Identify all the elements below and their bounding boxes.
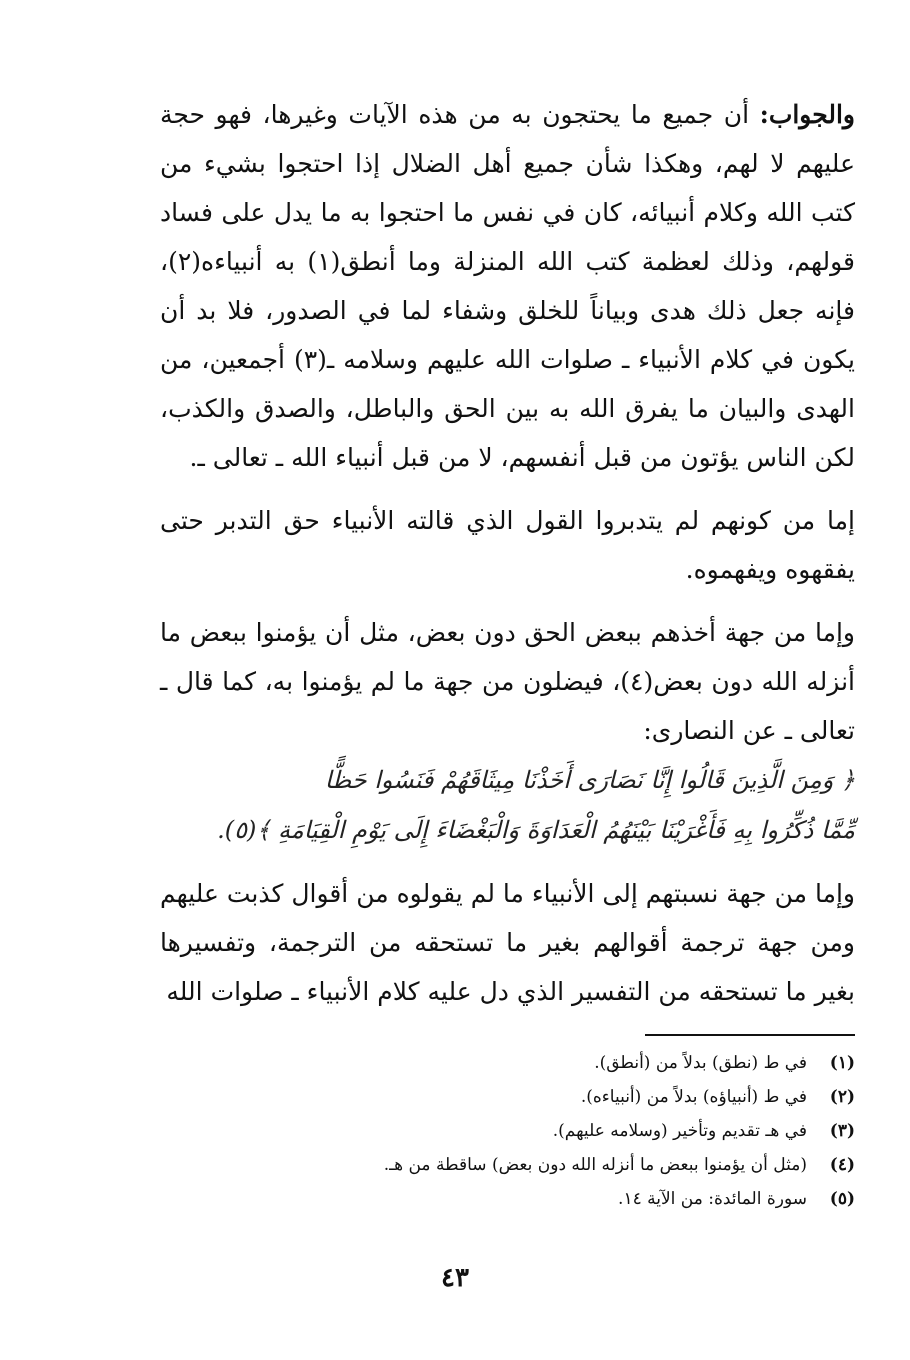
footnote-separator	[645, 1034, 855, 1036]
footnote-text: (مثل أن يؤمنوا ببعض ما أنزله الله دون بعض) ساقطة من هـ.	[383, 1155, 807, 1175]
answer-text: أن جميع ما يحتجون به من هذه الآيات وغيرها، فهو حجة عليهم لا لهم، وهكذا شأن جميع أهل الضلال إذا احتجوا بشيء من كتب الله وكلام أنبيائه، كان في نفس ما احتجوا به ما يدل على فساد قولهم، وذلك لعظمة كتب الله المنزلة وما أنطق(١) به أنبياءه(٢)، فإنه جعل ذلك هدى وبياناً للخلق وشفاء لما في الصدور، فلا بد أن يكون في كلام الأنبياء ـ صلوات الله عليهم وسلامه ـ(٣) أجمعين، من الهدى والبيان ما يفرق الله به بين الحق والباطل، والصدق والكذب، لكن الناس يؤتون من قبل أنفسهم، لا من قبل أنبياء الله ـ تعالى ـ.	[160, 100, 856, 472]
footnote-number: (١)	[829, 1053, 855, 1073]
footnote-4	[160, 1148, 855, 1182]
footnote-5	[160, 1182, 855, 1216]
footnote-number: (٣)	[829, 1121, 855, 1141]
footnote-number: (٥)	[829, 1189, 855, 1209]
quran-verse-line-2: مِّمَّا ذُكِّرُوا بِهِ فَأَغْرَيْنَا بَيْنَهُمُ الْعَدَاوَةَ وَالْبَغْضَاءَ إِلَى يَوْمِ الْقِيَامَةِ ﴾(٥).	[217, 816, 855, 844]
footnote-text: في ط (أنبياؤه) بدلاً من (أنبياءه).	[580, 1087, 807, 1107]
footnote-2	[160, 1080, 855, 1114]
footnote-3	[160, 1114, 855, 1148]
footnotes	[160, 1046, 855, 1216]
footnote-1	[160, 1046, 855, 1080]
footnote-number: (٢)	[829, 1087, 855, 1107]
footnote-number: (٤)	[829, 1155, 855, 1175]
footnote-text: في ط (نطق) بدلاً من (أنطق).	[594, 1053, 807, 1073]
page-number: ٤٣	[441, 1263, 469, 1293]
paragraph-3: وإما من جهة أخذهم ببعض الحق دون بعض، مثل أن يؤمنوا ببعض ما أنزله الله دون بعض(٤)، فيضلون من جهة ما لم يؤمنوا به، كما قال ـ تعالى ـ عن النصارى:	[160, 618, 855, 745]
quran-verse-line-1: ﴿ وَمِنَ الَّذِينَ قَالُوا إِنَّا نَصَارَى أَخَذْنَا مِيثَاقَهُمْ فَنَسُوا حَظًّا	[324, 766, 855, 794]
footnote-text: سورة المائدة: من الآية ١٤.	[618, 1189, 807, 1209]
footnote-text: في هـ تقديم وتأخير (وسلامه عليهم).	[552, 1121, 807, 1141]
main-text	[160, 90, 855, 1016]
paragraph-2: إما من كونهم لم يتدبروا القول الذي قالته الأنبياء حق التدبر حتى يفقهوه ويفهموه.	[160, 506, 855, 584]
paragraph-4: وإما من جهة نسبتهم إلى الأنبياء ما لم يقولوه من أقوال كذبت عليهم ومن جهة ترجمة أقوالهم بغير ما تستحقه من الترجمة، وتفسيرها بغير ما تستحقه من التفسير الذي دل عليه كلام الأنبياء ـ صلوات الله	[160, 879, 855, 1006]
paragraph-answer	[160, 90, 855, 482]
answer-lead: والجواب:	[759, 100, 855, 129]
